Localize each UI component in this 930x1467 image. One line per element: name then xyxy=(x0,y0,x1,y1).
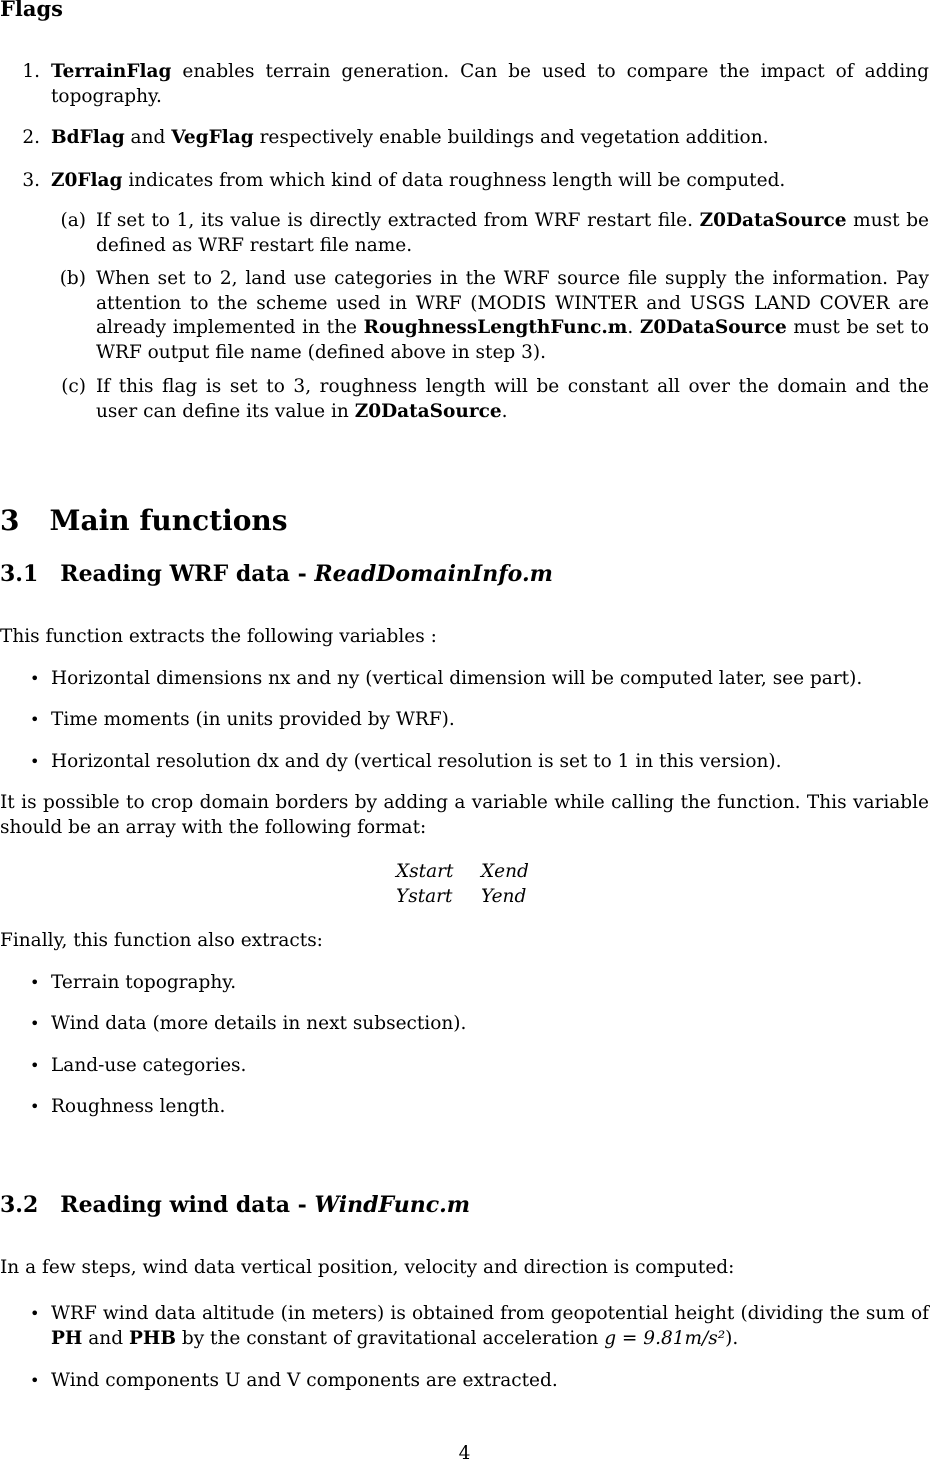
item-text: must be defined as WRF restart file name. xyxy=(96,210,929,256)
bullet-icon: • xyxy=(30,669,40,688)
section-number: 3.2 xyxy=(0,1192,39,1218)
section-title: Main functions xyxy=(49,504,288,537)
sublist-label: (a) xyxy=(60,210,86,231)
section-3-heading xyxy=(0,503,288,539)
term-z0flag: Z0Flag xyxy=(51,170,123,191)
sublist-item-b xyxy=(96,267,929,365)
list-item: Wind components U and V components are extracted. xyxy=(51,1370,558,1391)
item-text: If set to 1, its value is directly extracted from WRF restart file. xyxy=(96,210,700,231)
sublist-item-c xyxy=(96,375,929,424)
term-z0datasource: Z0DataSource xyxy=(354,400,502,422)
list-item: Horizontal resolution dx and dy (vertical resolution is set to 1 in this version). xyxy=(51,751,782,772)
item-text: respectively enable buildings and vegetation addition. xyxy=(253,127,769,148)
section-number: 3 xyxy=(0,504,20,537)
item-text: enables terrain generation. Can be used to compare the impact of adding topography. xyxy=(51,61,929,107)
bullet-icon: • xyxy=(30,973,40,992)
section-3-1-heading xyxy=(0,559,553,589)
term-phb: PHB xyxy=(128,1327,176,1349)
list-item: Roughness length. xyxy=(51,1096,226,1117)
equation: g = 9.81m/s² xyxy=(604,1327,726,1349)
item-text: . xyxy=(501,400,508,422)
list-item: Time moments (in units provided by WRF). xyxy=(51,709,455,730)
bullet-icon: • xyxy=(30,752,40,771)
paragraph: It is possible to crop domain borders by adding a variable while calling the function. This variable should be an array with the following format: xyxy=(0,792,929,838)
list-item: Land-use categories. xyxy=(51,1055,247,1076)
item-text: . xyxy=(627,317,640,338)
item-text: When set to 2, land use categories in the WRF source file supply the information. Pay attention to the scheme used in WRF (MODIS WINTER and USGS LAND COVER are already implemented in the xyxy=(96,268,929,338)
section-3-2-heading xyxy=(0,1190,470,1220)
bullet-icon: • xyxy=(30,1304,40,1323)
paragraph: Finally, this function also extracts: xyxy=(0,930,323,951)
list-number: 1. xyxy=(22,61,40,82)
sublist-label: (b) xyxy=(59,268,86,289)
list-item-bdflag xyxy=(51,126,929,151)
list-number: 3. xyxy=(22,170,40,191)
term-z0datasource: Z0DataSource xyxy=(699,210,847,231)
section-title: Reading wind data - xyxy=(60,1192,315,1218)
term-z0datasource: Z0DataSource xyxy=(639,317,787,338)
paragraph: This function extracts the following variables : xyxy=(0,626,437,647)
list-item-z0flag xyxy=(51,169,929,194)
function-name: ReadDomainInfo.m xyxy=(314,561,553,587)
item-text: If this flag is set to 3, roughness length will be constant all over the domain and the user can define its value in xyxy=(96,376,929,422)
term-bdflag: BdFlag xyxy=(51,127,125,148)
paragraph: In a few steps, wind data vertical position, velocity and direction is computed: xyxy=(0,1257,735,1278)
list-item: Horizontal dimensions nx and ny (vertical dimension will be computed later, see part). xyxy=(51,668,863,689)
item-text: WRF wind data altitude (in meters) is obtained from geopotential height (dividing the sum of xyxy=(51,1303,929,1324)
bullet-icon: • xyxy=(30,1371,40,1390)
bullet-icon: • xyxy=(30,1014,40,1033)
item-text: ). xyxy=(725,1327,739,1349)
term-roughnesslengthfunc: RoughnessLengthFunc.m xyxy=(363,317,628,338)
item-text: and xyxy=(82,1327,129,1349)
list-item xyxy=(51,1302,929,1351)
page-number: 4 xyxy=(458,1443,471,1464)
matrix-cell: Yend xyxy=(481,886,527,907)
matrix-cell: Ystart xyxy=(396,886,453,907)
section-number: 3.1 xyxy=(0,561,39,587)
bullet-icon: • xyxy=(30,710,40,729)
list-number: 2. xyxy=(22,127,40,148)
matrix-cell: Xend xyxy=(481,861,529,882)
item-text: indicates from which kind of data roughness length will be computed. xyxy=(122,170,786,191)
sublist-label: (c) xyxy=(61,376,86,397)
sublist-item-a xyxy=(96,209,929,258)
section-title: Reading WRF data - xyxy=(60,561,315,587)
list-item: Wind data (more details in next subsection). xyxy=(51,1013,467,1034)
term-vegflag: VegFlag xyxy=(171,127,254,148)
item-text: by the constant of gravitational acceleration xyxy=(175,1327,605,1349)
function-name: WindFunc.m xyxy=(314,1192,471,1218)
bullet-icon: • xyxy=(30,1097,40,1116)
item-text: must be set to WRF output file name (defined above in step 3). xyxy=(96,317,929,363)
list-item-terrainflag xyxy=(51,60,929,109)
term-terrainflag: TerrainFlag xyxy=(51,61,172,82)
bullet-icon: • xyxy=(30,1056,40,1075)
item-text: and xyxy=(124,127,172,148)
term-ph: PH xyxy=(51,1327,83,1349)
flags-heading: Flags xyxy=(0,0,63,21)
matrix-cell: Xstart xyxy=(396,861,454,882)
list-item: Terrain topography. xyxy=(51,972,237,993)
